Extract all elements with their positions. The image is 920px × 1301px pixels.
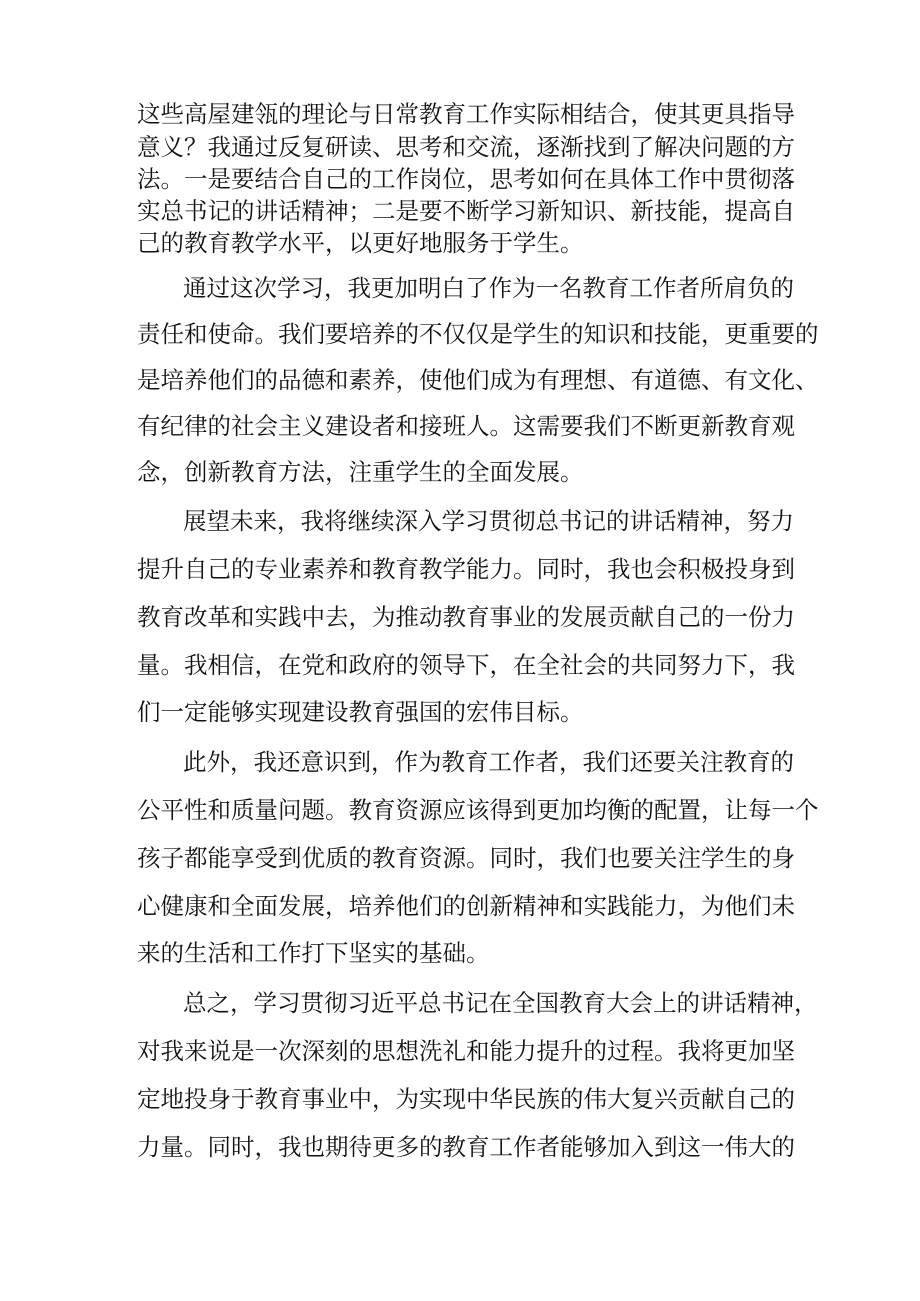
paragraph-line: 总之，学习贯彻习近平总书记在全国教育大会上的讲话精神，: [183, 989, 818, 1017]
paragraph-line: 教育改革和实践中去，为推动教育事业的发展贡献自己的一份力: [137, 603, 795, 631]
paragraph-line: 实总书记的讲话精神；二是要不断学习新知识、新技能，提高自: [137, 197, 795, 225]
paragraph-line: 量。我相信，在党和政府的领导下，在全社会的共同努力下，我: [137, 651, 795, 679]
paragraph-line: 公平性和质量问题。教育资源应该得到更加均衡的配置，让每一个: [137, 796, 819, 824]
paragraph-line: 是培养他们的品德和素养，使他们成为有理想、有道德、有文化、: [137, 366, 819, 394]
paragraph-line: 意义？我通过反复研读、思考和交流，逐渐找到了解决问题的方: [137, 133, 795, 161]
paragraph-line: 定地投身于教育事业中，为实现中华民族的伟大复兴贡献自己的: [137, 1085, 795, 1113]
paragraph-line: 提升自己的专业素养和教育教学能力。同时，我也会积极投身到: [137, 555, 795, 583]
paragraph-line: 们一定能够实现建设教育强国的宏伟目标。: [137, 698, 584, 726]
paragraph-line: 孩子都能享受到优质的教育资源。同时，我们也要关注学生的身: [137, 844, 795, 872]
paragraph-line: 责任和使命。我们要培养的不仅仅是学生的知识和技能，更重要的: [137, 320, 819, 348]
paragraph-line: 力量。同时，我也期待更多的教育工作者能够加入到这一伟大的: [137, 1133, 795, 1161]
paragraph-line: 此外，我还意识到，作为教育工作者，我们还要关注教育的: [183, 748, 794, 776]
paragraph-line: 己的教育教学水平，以更好地服务于学生。: [137, 229, 584, 257]
paragraph-line: 这些高屋建瓴的理论与日常教育工作实际相结合，使其更具指导: [137, 100, 795, 128]
paragraph-line: 有纪律的社会主义建设者和接班人。这需要我们不断更新教育观: [137, 412, 795, 440]
paragraph-line: 法。一是要结合自己的工作岗位，思考如何在具体工作中贯彻落: [137, 165, 795, 193]
paragraph-line: 对我来说是一次深刻的思想洗礼和能力提升的过程。我将更加坚: [137, 1037, 795, 1065]
paragraph-line: 展望未来，我将继续深入学习贯彻总书记的讲话精神，努力: [183, 507, 794, 535]
paragraph-line: 来的生活和工作打下坚实的基础。: [137, 939, 490, 967]
paragraph-line: 念，创新教育方法，注重学生的全面发展。: [137, 458, 584, 486]
paragraph-line: 心健康和全面发展，培养他们的创新精神和实践能力，为他们未: [137, 892, 795, 920]
paragraph-line: 通过这次学习，我更加明白了作为一名教育工作者所肩负的: [183, 274, 794, 302]
